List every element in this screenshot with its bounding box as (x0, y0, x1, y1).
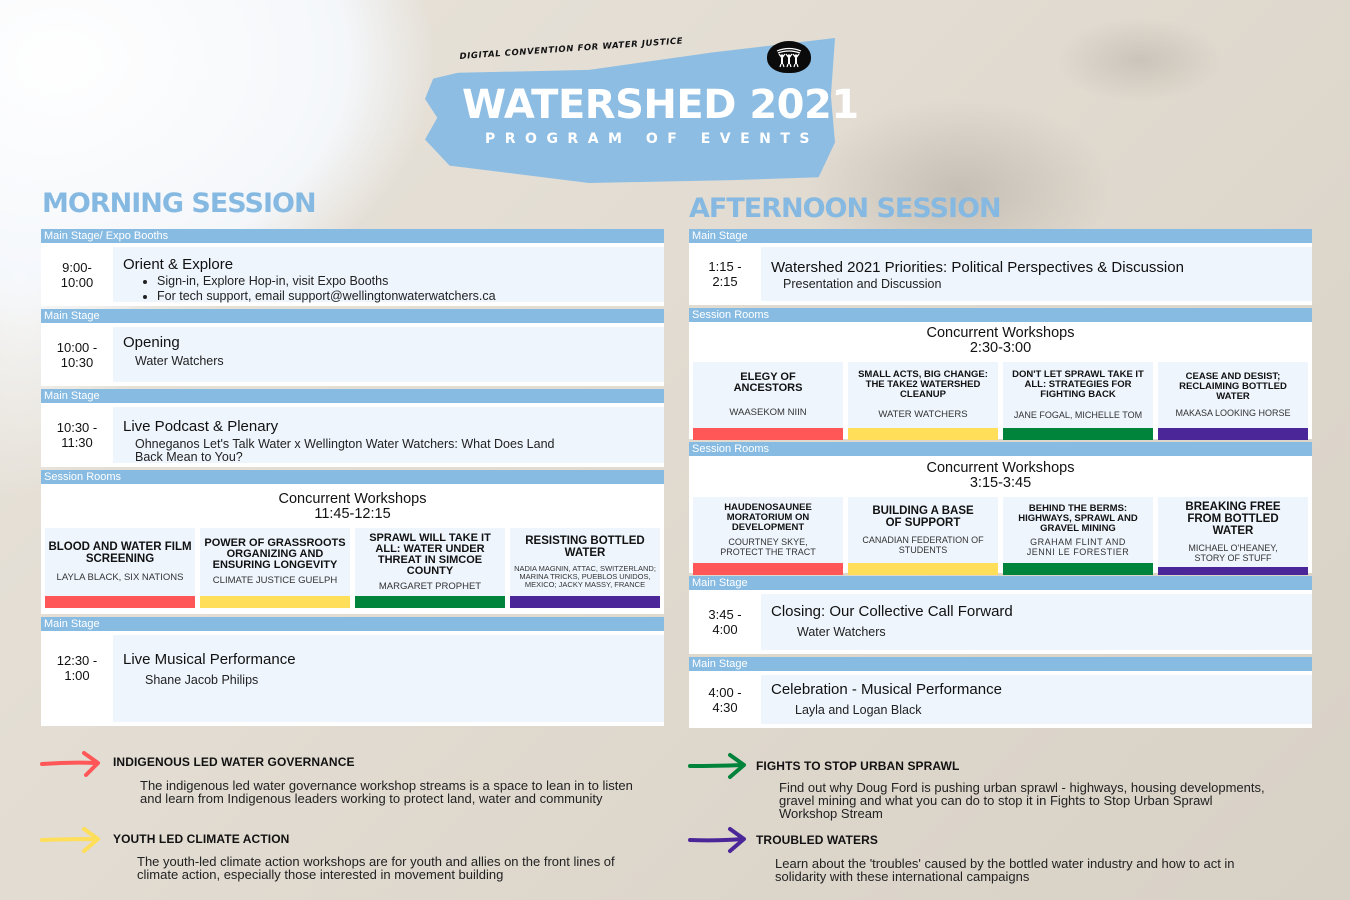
workshop-card: RESISTING BOTTLED WATER NADIA MAGNIN, ATTAC, SWITZERLAND; MARINA TRICKS, PUEBLOS UNIDOS, MEXICO; JACKY MASSY, FRANCE (510, 528, 660, 608)
workshop-card: BLOOD AND WATER FILM SCREENING LAYLA BLACK, SIX NATIONS (45, 528, 195, 608)
concurrent-workshops-morning (41, 484, 664, 614)
event-subtitle: Water Watchers (797, 625, 886, 639)
event-title: Live Podcast & Plenary (123, 418, 279, 435)
stream-color-bar-yellow (200, 596, 350, 608)
event-time: 1:15 - 2:15 (708, 259, 742, 289)
schedule-row-podcast (41, 403, 664, 467)
bullet-item: • Sign-in, Explore Hop-in, visit Expo Booths (157, 274, 654, 289)
legend-title: FIGHTS TO STOP URBAN SPRAWL (756, 759, 960, 773)
stream-color-bar-green (355, 596, 505, 608)
event-time: 10:30 - 11:30 (56, 420, 98, 450)
stream-color-bar-yellow (848, 428, 998, 440)
afternoon-schedule (689, 229, 1312, 731)
stream-color-bar-red (45, 596, 195, 608)
event-time: 4:00 - 4:30 (708, 684, 742, 715)
event-time: 10:00 - 10:30 (56, 339, 98, 370)
people-holding-water-logo-icon (767, 41, 811, 73)
workshops-time: 11:45-12:15 (314, 506, 391, 522)
location-bar: Session Rooms (689, 442, 1312, 456)
event-subtitle: Layla and Logan Black (795, 703, 922, 717)
stream-color-bar-purple (1158, 567, 1308, 575)
legend-description: Learn about the 'troubles' caused by the bottled water industry and how to act in solidarity with these international campaigns (775, 856, 1235, 884)
legend-title: YOUTH LED CLIMATE ACTION (113, 832, 290, 846)
page-title: WATERSHED 2021 (462, 82, 859, 128)
legend-description: The indigenous led water governance workshop streams is a space to lean in to listen and learn from Indigenous leaders working to protect land, water and community (140, 778, 633, 806)
header-subtitle: DIGITAL CONVENTION FOR WATER JUSTICE (459, 36, 684, 62)
event-subtitle: Shane Jacob Philips (145, 673, 259, 687)
workshop-card: POWER OF GRASSROOTS ORGANIZING AND ENSURING LONGEVITY CLIMATE JUSTICE GUELPH (200, 528, 350, 608)
bullet-item: • For tech support, email support@wellingtonwaterwatchers.ca (157, 289, 654, 304)
afternoon-session-title: AFTERNOON SESSION (689, 193, 1001, 224)
location-bar: Main Stage (41, 309, 664, 323)
workshop-card: HAUDENOSAUNEE MORATORIUM ON DEVELOPMENT COURTNEY SKYE, PROTECT THE TRACT (693, 497, 843, 575)
location-bar: Main Stage (689, 229, 1312, 243)
green-arrow-icon (688, 752, 748, 780)
morning-schedule (41, 229, 664, 729)
header-tagline: PROGRAM OF EVENTS (485, 131, 820, 147)
stream-color-bar-green (1003, 428, 1153, 440)
stream-color-bar-green (1003, 563, 1153, 575)
workshop-card: SMALL ACTS, BIG CHANGE: THE TAKE2 WATERSHED CLEANUP WATER WATCHERS (848, 362, 998, 440)
purple-arrow-icon (688, 826, 748, 854)
schedule-row-closing (689, 590, 1312, 654)
stream-color-bar-purple (510, 596, 660, 608)
red-arrow-icon (40, 750, 102, 778)
schedule-row-celebration (689, 671, 1312, 728)
event-subtitle: Water Watchers (135, 354, 224, 368)
schedule-row-opening (41, 323, 664, 386)
event-time: 3:45 - 4:00 (708, 607, 742, 637)
event-time: 9:00- 10:00 (60, 259, 94, 290)
location-bar: Main Stage (689, 657, 1312, 671)
workshop-card: SPRAWL WILL TAKE IT ALL: WATER UNDER THREAT IN SIMCOE COUNTY MARGARET PROPHET (355, 528, 505, 608)
event-title: Watershed 2021 Priorities: Political Perspectives & Discussion (771, 259, 1184, 276)
stream-color-bar-yellow (848, 563, 998, 575)
event-title: Orient & Explore (123, 256, 234, 273)
event-title: Live Musical Performance (123, 651, 296, 668)
workshop-card: ELEGY OF ANCESTORS WAASEKOM NIIN (693, 362, 843, 440)
workshop-card: BREAKING FREE FROM BOTTLED WATER MICHAEL O'HEANEY, STORY OF STUFF (1158, 497, 1308, 575)
event-bullets (123, 274, 654, 304)
workshop-card: BEHIND THE BERMS: HIGHWAYS, SPRAWL AND GRAVEL MINING GRAHAM FLINT AND JENNI LE FORESTIER (1003, 497, 1153, 575)
location-bar: Session Rooms (41, 470, 664, 484)
workshops-heading: Concurrent Workshops (926, 460, 1075, 476)
event-time: 12:30 - 1:00 (56, 653, 98, 683)
event-title: Closing: Our Collective Call Forward (771, 603, 1013, 620)
schedule-row-orient (41, 243, 664, 306)
location-bar: Main Stage/ Expo Booths (41, 229, 664, 243)
legend-title: INDIGENOUS LED WATER GOVERNANCE (113, 755, 355, 769)
workshop-card: BUILDING A BASE OF SUPPORT CANADIAN FEDERATION OF STUDENTS (848, 497, 998, 575)
stream-color-bar-red (693, 563, 843, 575)
event-subtitle: Ohneganos Let's Talk Water x Wellington Water Watchers: What Does Land Back Mean to You? (135, 437, 555, 464)
stream-color-bar-purple (1158, 428, 1308, 440)
event-title: Celebration - Musical Performance (771, 681, 1002, 698)
workshops-time: 3:15-3:45 (969, 475, 1032, 491)
event-subtitle: Presentation and Discussion (783, 277, 942, 291)
yellow-arrow-icon (40, 826, 102, 854)
morning-session-title: MORNING SESSION (42, 188, 316, 219)
event-title: Opening (123, 334, 180, 351)
concurrent-workshops-afternoon-2 (689, 456, 1312, 573)
workshops-heading: Concurrent Workshops (278, 491, 427, 507)
schedule-row-priorities (689, 243, 1312, 305)
location-bar: Session Rooms (689, 308, 1312, 322)
concurrent-workshops-afternoon-1 (689, 322, 1312, 439)
workshops-time: 2:30-3:00 (969, 340, 1032, 356)
legend-description: Find out why Doug Ford is pushing urban sprawl - highways, housing developments, gravel mining and what you can do to stop it in Fights to Stop Urban Sprawl Workshop Stream (779, 780, 1265, 821)
location-bar: Main Stage (689, 576, 1312, 590)
workshops-heading: Concurrent Workshops (926, 325, 1075, 341)
stream-color-bar-red (693, 428, 843, 440)
legend-description: The youth-led climate action workshops are for youth and allies on the front lines of climate action, especially those interested in movement building (137, 854, 615, 882)
schedule-row-musical (41, 631, 664, 726)
location-bar: Main Stage (41, 617, 664, 631)
workshop-card: DON'T LET SPRAWL TAKE IT ALL: STRATEGIES FOR FIGHTING BACK JANE FOGAL, MICHELLE TOM (1003, 362, 1153, 440)
legend-title: TROUBLED WATERS (756, 833, 878, 847)
workshop-card: CEASE AND DESIST; RECLAIMING BOTTLED WATER MAKASA LOOKING HORSE (1158, 362, 1308, 440)
location-bar: Main Stage (41, 389, 664, 403)
